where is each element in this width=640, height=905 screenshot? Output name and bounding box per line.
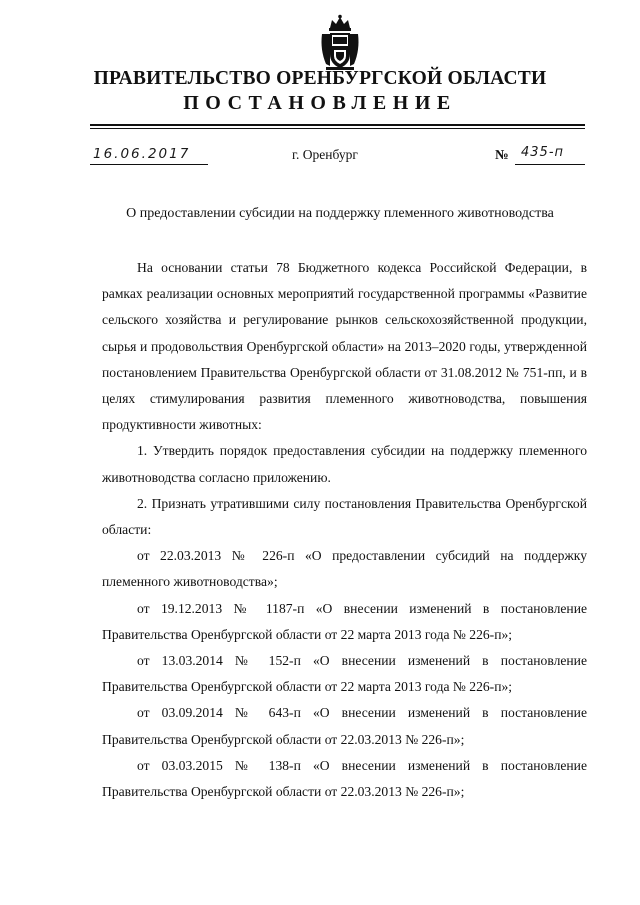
date-underline	[90, 164, 208, 165]
number-underline	[515, 164, 585, 165]
number-sign: №	[495, 147, 509, 162]
header-divider-thin	[90, 128, 585, 129]
document-subject: О предоставлении субсидии на поддержку племенного животноводства	[126, 206, 554, 221]
header-divider-thick	[90, 124, 585, 126]
document-number: 435-п	[521, 145, 565, 160]
document-date: 16.06.2017	[93, 146, 191, 162]
document-city: г. Оренбург	[292, 147, 358, 162]
paragraph-repealed-1: от 22.03.2013 № 226-п «О предоставлении субсидий на поддержку племенного животноводства»;	[102, 548, 587, 590]
orenburg-coat-of-arms-icon	[316, 14, 364, 72]
paragraph-item-2: 2. Признать утратившими силу постановления Правительства Оренбургской области:	[102, 495, 587, 538]
document-type-title: ПОСТАНОВЛЕНИЕ	[183, 92, 457, 114]
paragraph-repealed-5: от 03.03.2015 № 138-п «О внесении изменений в постановление Правительства Оренбургской области от 22.03.2013 № 226-п»;	[102, 757, 587, 800]
paragraph-repealed-3: от 13.03.2014 № 152-п «О внесении изменений в постановление Правительства Оренбургской области от 22 марта 2013 года № 226-п»;	[102, 653, 587, 695]
paragraph-repealed-4: от 03.09.2014 № 643-п «О внесении изменений в постановление Правительства Оренбургской области от 22.03.2013 № 226-п»;	[102, 705, 587, 747]
document-body	[102, 255, 587, 805]
paragraph-repealed-2: от 19.12.2013 № 1187-п «О внесении изменений в постановление Правительства Оренбургской области от 22 марта 2013 года № 226-п»;	[102, 600, 587, 642]
paragraph-item-1: 1. Утвердить порядок предоставления субсидии на поддержку племенного животноводства согласно приложению.	[102, 443, 587, 485]
paragraph-preamble: На основании статьи 78 Бюджетного кодекса Российской Федерации, в рамках реализации основных мероприятий государственной программы «Развитие сельского хозяйства и регулирование рынков сельскохозяйственной продукции, сырья и продовольствия Оренбургской области» на 2013–2020 годы, утвержденной постановлением Правительства Оренбургской области от 31.08.2012 № 751-пп, и в целях стимулирования развития племенного животноводства, повышения продуктивности животных:	[102, 260, 587, 433]
government-title: ПРАВИТЕЛЬСТВО ОРЕНБУРГСКОЙ ОБЛАСТИ	[93, 68, 547, 89]
